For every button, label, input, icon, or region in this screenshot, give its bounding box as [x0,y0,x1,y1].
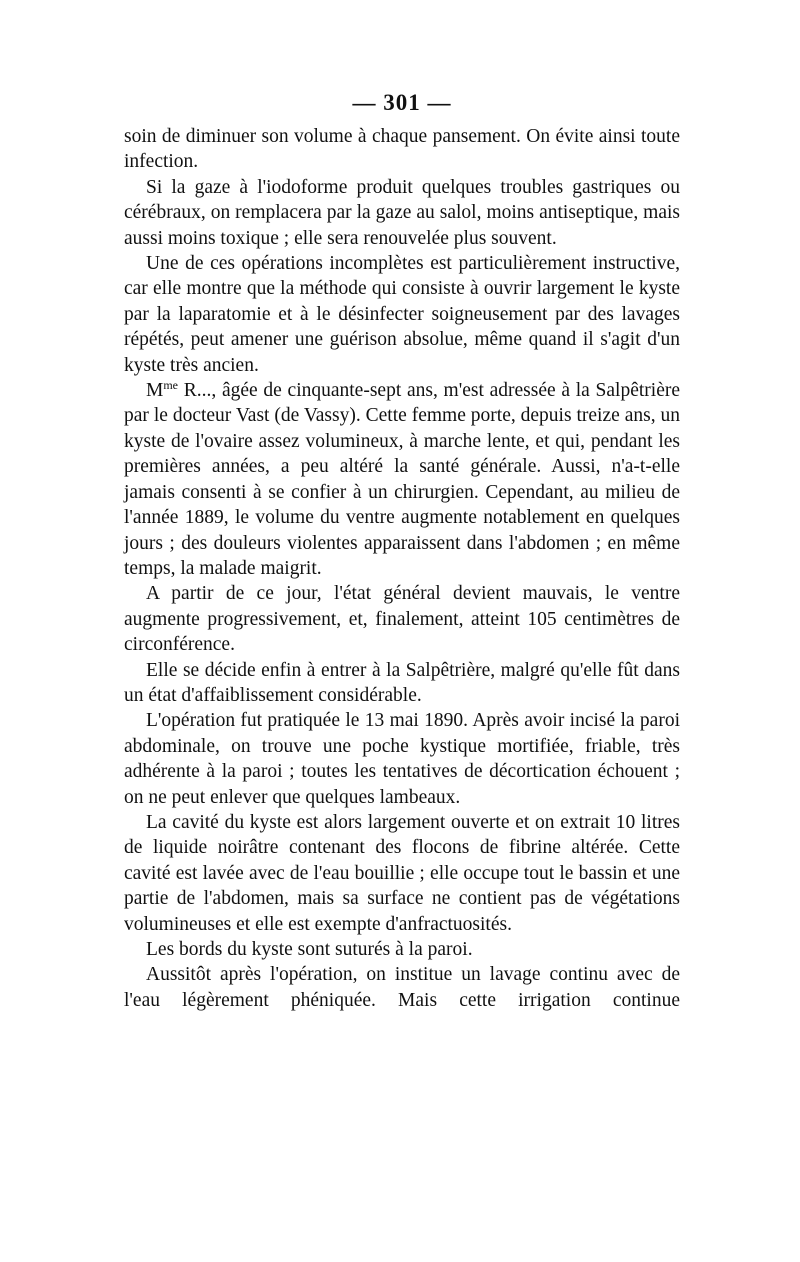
salutation-superscript: me [163,378,179,393]
paragraph-8: La cavité du kyste est alors largement ouverte et on extrait 10 litres de liquide noirâtre contenant des flocons de fibrine altérée. Cette cavité est lavée avec de l'eau bouillie ; elle occupe tout le bassin et une partie de l'abdomen, mais sa surface ne contient pas de végétations volumineuses et elle est exempte d'anfractuosités. [124,811,680,935]
paragraph-6: Elle se décide enfin à entrer à la Salpêtrière, malgré qu'elle fût dans un état d'affaiblissement considérable. [124,659,680,706]
paragraph-9: Les bords du kyste sont suturés à la paroi. [146,939,473,960]
salutation-main: M [146,380,164,402]
salutation [146,380,178,401]
paragraph-4-text: R..., âgée de cinquante-sept ans, m'est adressée à la Salpêtrière par le docteur Vast (de Vassy). Cette femme porte, depuis treize ans, un kyste de l'ovaire assez volumineux, à marche lente, et qui, pendant les premières années, a peu altéré la santé générale. Aussi, n'a-t-elle jamais consenti à se confier à un chirurgien. Cependant, au milieu de l'année 1889, le volume du ventre augmente notablement en quelques jours ; des douleurs violentes apparaissent dans l'abdomen ; en même temps, la malade maigrit. [124,380,681,579]
paragraph-7: L'opération fut pratiquée le 13 mai 1890. Après avoir incisé la paroi abdominale, on trouve une poche kystique mortifiée, friable, très adhérente à la paroi ; toutes les tentatives de décortication échouent ; on ne peut enlever que quelques lambeaux. [124,710,680,808]
paragraph-5: A partir de ce jour, l'état général devient mauvais, le ventre augmente progressivement, et, finalement, atteint 105 centimètres de circonférence. [124,583,680,656]
paragraph-10: Aussitôt après l'opération, on institue un lavage continu avec de l'eau légèrement phéniquée. Mais cette irrigation continue [124,964,680,1011]
paragraph-1: soin de diminuer son volume à chaque pansement. On évite ainsi toute infection. [124,126,680,173]
paragraph-3: Une de ces opérations incomplètes est particulièrement instructive, car elle montre que la méthode qui consiste à ouvrir largement le kyste par la laparatomie et à le désinfecter soigneusement par des lavages répétés, peut amener une guérison absolue, même quand il s'agit d'un kyste très ancien. [124,253,680,376]
book-page [124,88,680,1013]
body-text [124,124,680,1013]
paragraph-2: Si la gaze à l'iodoforme produit quelques troubles gastriques ou cérébraux, on remplacera par la gaze au salol, moins antiseptique, mais aussi moins toxique ; elle sera renouvelée plus souvent. [124,176,680,249]
paragraph-4 [124,378,680,581]
page-number: — 301 — [352,90,452,115]
